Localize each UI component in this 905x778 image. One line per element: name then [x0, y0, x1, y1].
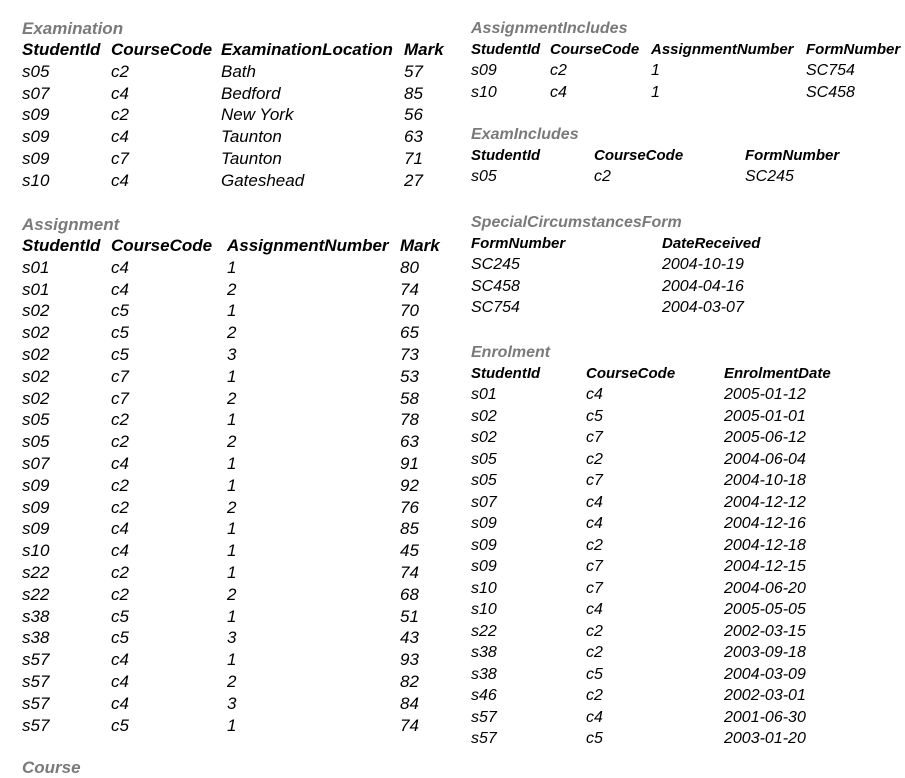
table-cell: Taunton [221, 148, 282, 168]
table-cell: 92 [400, 475, 419, 495]
table-cell: 1 [227, 301, 237, 321]
table-row [22, 83, 423, 105]
table-cell: 1 [227, 366, 237, 386]
table-cell: 2004-03-09 [724, 665, 806, 683]
table-cell: SC754 [471, 299, 520, 316]
table-cell: 45 [400, 541, 419, 561]
table-cell: s01 [22, 257, 50, 277]
table-cell: 1 [651, 62, 660, 79]
table-cell: 58 [400, 388, 419, 408]
table-title: Examination [22, 19, 124, 38]
table-cell: 3 [227, 693, 237, 713]
table-cell: 74 [400, 279, 419, 299]
table-row [22, 61, 423, 83]
table-row [22, 497, 419, 519]
table-cell: 3 [227, 344, 237, 364]
column-header: AssignmentNumber [227, 236, 389, 255]
table-cell: c2 [550, 62, 567, 79]
table-cell: 1 [227, 562, 237, 582]
special-circumstances-form-table [471, 213, 761, 319]
table-row [22, 257, 419, 279]
table-cell: s01 [22, 279, 50, 299]
table-cell: s10 [22, 170, 50, 190]
column-header: StudentId [471, 41, 541, 58]
column-header: CourseCode [586, 365, 676, 382]
table-cell: s57 [22, 650, 50, 670]
table-cell: c4 [111, 519, 129, 539]
column-header: CourseCode [550, 41, 640, 58]
table-cell: s02 [22, 301, 50, 321]
table-cell: s09 [471, 515, 497, 532]
table-cell: s07 [22, 453, 50, 473]
table-cell: s09 [22, 105, 50, 125]
table-cell: s10 [471, 83, 497, 101]
table-cell: 70 [400, 301, 419, 321]
table-title: Enrolment [471, 344, 551, 361]
table-title: ExamIncludes [471, 126, 579, 143]
table-row [22, 540, 419, 562]
table-cell: c2 [586, 687, 603, 704]
table-cell: 2004-04-16 [662, 277, 744, 295]
table-row [22, 148, 423, 170]
table-cell: Taunton [221, 127, 282, 147]
table-cell: c5 [111, 628, 129, 648]
table-cell: 84 [400, 693, 419, 713]
table-cell: 2005-01-01 [724, 407, 806, 425]
table-cell: c4 [111, 170, 129, 190]
table-cell: 1 [227, 715, 237, 735]
table-cell: c7 [111, 148, 129, 168]
table-row [22, 671, 419, 693]
header-row [22, 39, 444, 61]
table-cell: s07 [22, 83, 50, 103]
table-cell: c2 [586, 644, 603, 661]
table-cell: 1 [227, 541, 237, 561]
table-cell: 2002-03-15 [724, 622, 806, 640]
table-row [22, 584, 419, 606]
table-cell: 93 [400, 650, 419, 670]
table-cell: Bedford [221, 83, 281, 103]
table-cell: s02 [22, 323, 50, 343]
table-cell: c5 [111, 323, 129, 343]
table-cell: c2 [111, 497, 129, 517]
table-cell: c2 [111, 475, 129, 495]
table-cell: 63 [404, 127, 423, 147]
column-header: CourseCode [111, 236, 213, 255]
table-cell: s09 [22, 519, 50, 539]
table-cell: c7 [586, 472, 603, 489]
column-header: StudentId [22, 40, 101, 59]
table-cell: s05 [471, 472, 497, 489]
table-cell: 68 [400, 584, 419, 604]
table-cell: s07 [471, 493, 497, 511]
table-cell: 2 [227, 497, 237, 517]
table-cell: 71 [404, 148, 423, 168]
table-cell: c5 [586, 730, 603, 747]
table-row [22, 453, 419, 475]
table-row [471, 578, 806, 600]
table-cell: s57 [22, 715, 50, 735]
table-cell: c4 [111, 671, 129, 691]
table-cell: s10 [471, 579, 497, 597]
table-cell: 65 [400, 323, 419, 343]
table-cell: s02 [22, 344, 50, 364]
table-cell: c4 [586, 708, 603, 726]
table-cell: 1 [227, 519, 237, 539]
table-cell: Gateshead [221, 170, 305, 190]
table-cell: c4 [111, 257, 129, 277]
table-cell: s09 [22, 148, 50, 168]
table-row [22, 104, 423, 126]
table-cell: 1 [227, 475, 237, 495]
table-cell: s02 [471, 429, 497, 446]
table-cell: c7 [111, 388, 129, 408]
table-row [22, 388, 419, 410]
table-cell: s57 [22, 671, 50, 691]
header-row [471, 39, 901, 60]
table-cell: c4 [111, 541, 129, 561]
table-cell: c2 [111, 61, 129, 81]
table-row [22, 322, 419, 344]
table-cell: s05 [22, 410, 50, 430]
table-cell: s09 [22, 497, 50, 517]
table-cell: 2004-12-12 [724, 493, 806, 511]
table-cell: 2 [227, 323, 237, 343]
table-cell: c4 [111, 279, 129, 299]
column-header: FormNumber [806, 41, 901, 58]
table-cell: s02 [471, 407, 497, 425]
column-header: CourseCode [111, 40, 213, 59]
table-row [22, 562, 419, 584]
table-cell: c5 [111, 344, 129, 364]
table-cell: c2 [111, 410, 129, 430]
table-cell: 74 [400, 715, 419, 735]
table-title: Assignment [22, 215, 120, 234]
table-cell: c2 [586, 622, 603, 640]
table-cell: 2004-12-16 [724, 515, 806, 532]
column-header: StudentId [471, 365, 541, 382]
table-cell: c2 [111, 432, 129, 452]
table-row [471, 427, 806, 449]
table-row [471, 276, 744, 298]
table-cell: s01 [471, 386, 497, 403]
table-row [22, 649, 419, 671]
table-cell: 1 [227, 650, 237, 670]
table-cell: c4 [586, 601, 603, 618]
table-cell: c2 [111, 562, 129, 582]
table-cell: 2003-01-20 [724, 730, 806, 747]
column-header: Mark [400, 236, 440, 255]
table-cell: 76 [400, 497, 419, 517]
table-cell: 2003-09-18 [724, 644, 806, 661]
column-header: CourseCode [594, 147, 684, 164]
table-cell: s09 [22, 475, 50, 495]
table-cell: 85 [404, 83, 423, 103]
table-cell: c7 [586, 429, 603, 446]
column-header: Mark [404, 40, 444, 59]
table-cell: 43 [400, 628, 419, 648]
table-row [22, 279, 419, 301]
table-cell: s22 [22, 562, 50, 582]
table-cell: c2 [586, 536, 603, 554]
table-row [22, 366, 419, 388]
table-cell: c7 [586, 579, 603, 597]
table-cell: s57 [22, 693, 50, 713]
table-cell: 74 [400, 562, 419, 582]
table-cell: c4 [586, 386, 603, 403]
table-row [471, 642, 806, 664]
table-cell: s38 [22, 628, 50, 648]
table-cell: 82 [400, 671, 419, 691]
table-cell: SC245 [745, 168, 794, 185]
table-cell: Bath [221, 61, 256, 81]
table-cell: 91 [400, 453, 419, 473]
table-row [471, 470, 806, 492]
column-header: StudentId [22, 236, 101, 255]
table-cell: 80 [400, 257, 419, 277]
table-row [22, 693, 419, 715]
table-cell: s05 [471, 450, 497, 468]
table-cell: 2005-06-12 [724, 429, 806, 446]
table-row [471, 82, 855, 104]
table-cell: 63 [400, 432, 419, 452]
table-cell: 2004-10-18 [724, 472, 806, 489]
column-header: ExaminationLocation [221, 40, 393, 59]
table-title: SpecialCircumstancesForm [471, 214, 682, 231]
examination-table [22, 19, 444, 192]
table-cell: 2 [227, 388, 237, 408]
table-row [471, 297, 744, 319]
table-row [22, 431, 419, 453]
table-cell: c5 [111, 715, 129, 735]
table-cell: 2 [227, 432, 237, 452]
table-cell: c2 [111, 105, 129, 125]
table-row [22, 627, 419, 649]
table-cell: s46 [471, 687, 497, 704]
table-row [22, 606, 419, 628]
column-header: FormNumber [745, 147, 840, 164]
table-row [471, 685, 806, 707]
table-cell: 78 [400, 410, 419, 430]
table-row [22, 518, 419, 540]
table-row [471, 707, 806, 729]
exam-includes-table [471, 125, 840, 188]
table-row [22, 126, 423, 148]
table-row [471, 384, 806, 406]
table-row [471, 492, 806, 514]
table-title: Course [22, 758, 81, 777]
table-cell: s02 [22, 366, 50, 386]
table-cell: c7 [111, 366, 129, 386]
table-cell: s09 [471, 536, 497, 554]
table-row [471, 449, 806, 471]
table-cell: 1 [227, 453, 237, 473]
table-row [22, 300, 419, 322]
table-cell: 2 [227, 671, 237, 691]
table-cell: 2002-03-01 [724, 687, 806, 704]
table-cell: 2004-03-07 [662, 299, 744, 316]
table-cell: s57 [471, 708, 497, 726]
table-row [471, 621, 806, 643]
table-cell: s38 [471, 644, 497, 661]
table-cell: c4 [111, 650, 129, 670]
table-cell: s02 [22, 388, 50, 408]
table-row [22, 344, 419, 366]
column-header: FormNumber [471, 235, 566, 252]
table-cell: c5 [586, 407, 603, 425]
table-cell: 2005-01-12 [724, 386, 806, 403]
table-cell: 1 [227, 257, 237, 277]
table-cell: 56 [404, 105, 423, 125]
table-cell: 51 [400, 606, 419, 626]
table-row [22, 409, 419, 431]
table-row [471, 254, 744, 276]
table-row [471, 513, 806, 535]
table-cell: New York [221, 105, 294, 125]
assignment-includes-table [471, 19, 901, 103]
table-row [471, 556, 806, 578]
table-cell: c4 [111, 127, 129, 147]
table-cell: s05 [22, 61, 50, 81]
table-cell: c7 [586, 558, 603, 575]
table-cell: c2 [586, 450, 603, 468]
table-cell: c4 [111, 83, 129, 103]
table-cell: c4 [111, 693, 129, 713]
table-cell: c4 [586, 493, 603, 511]
table-cell: s57 [471, 730, 497, 747]
header-row [471, 363, 831, 384]
table-cell: s10 [22, 541, 50, 561]
column-header: AssignmentNumber [651, 41, 794, 58]
table-row [22, 715, 419, 737]
table-cell: 2 [227, 279, 237, 299]
table-row [22, 475, 419, 497]
table-row [471, 599, 806, 621]
table-cell: 2004-06-20 [724, 579, 806, 597]
table-cell: 3 [227, 628, 237, 648]
table-row [471, 664, 806, 686]
table-cell: 53 [400, 366, 419, 386]
table-cell: c4 [111, 453, 129, 473]
table-cell: c2 [111, 584, 129, 604]
table-row [22, 170, 423, 192]
table-cell: s10 [471, 601, 497, 618]
table-cell: s09 [471, 62, 497, 79]
table-cell: s22 [471, 622, 497, 640]
table-cell: s05 [471, 168, 497, 185]
column-header: EnrolmentDate [724, 365, 831, 382]
table-cell: 2004-10-19 [662, 256, 744, 273]
table-title: AssignmentIncludes [471, 20, 628, 37]
course-table [22, 758, 81, 778]
table-cell: 2001-06-30 [724, 708, 806, 726]
header-row [471, 145, 840, 166]
table-cell: s22 [22, 584, 50, 604]
table-cell: s09 [471, 558, 497, 575]
table-cell: s09 [22, 127, 50, 147]
table-row [471, 406, 806, 428]
enrolment-table [471, 343, 831, 750]
assignment-table [22, 215, 440, 736]
column-header: DateReceived [662, 235, 761, 252]
table-cell: 2004-06-04 [724, 450, 806, 468]
table-cell: SC245 [471, 256, 520, 273]
table-cell: 1 [227, 606, 237, 626]
table-cell: SC754 [806, 62, 855, 79]
table-cell: s05 [22, 432, 50, 452]
table-cell: 57 [404, 61, 423, 81]
table-cell: c2 [594, 168, 611, 185]
header-row [22, 235, 440, 257]
column-header: StudentId [471, 147, 541, 164]
table-cell: c5 [111, 301, 129, 321]
table-cell: 2005-05-05 [724, 601, 806, 618]
table-cell: SC458 [806, 83, 855, 101]
table-cell: c5 [586, 665, 603, 683]
table-cell: SC458 [471, 277, 520, 295]
table-row [471, 535, 806, 557]
table-cell: 85 [400, 519, 419, 539]
table-cell: 1 [651, 83, 660, 101]
table-cell: c5 [111, 606, 129, 626]
table-cell: 2004-12-15 [724, 558, 806, 575]
table-cell: 2 [227, 584, 237, 604]
table-cell: 2004-12-18 [724, 536, 806, 554]
table-cell: c4 [550, 83, 567, 101]
table-cell: 27 [404, 170, 423, 190]
table-row [471, 728, 806, 750]
table-cell: 73 [400, 344, 419, 364]
table-row [471, 166, 794, 188]
table-cell: s38 [22, 606, 50, 626]
table-cell: c4 [586, 515, 603, 532]
header-row [471, 233, 761, 254]
table-row [471, 60, 855, 82]
table-cell: 1 [227, 410, 237, 430]
table-cell: s38 [471, 665, 497, 683]
